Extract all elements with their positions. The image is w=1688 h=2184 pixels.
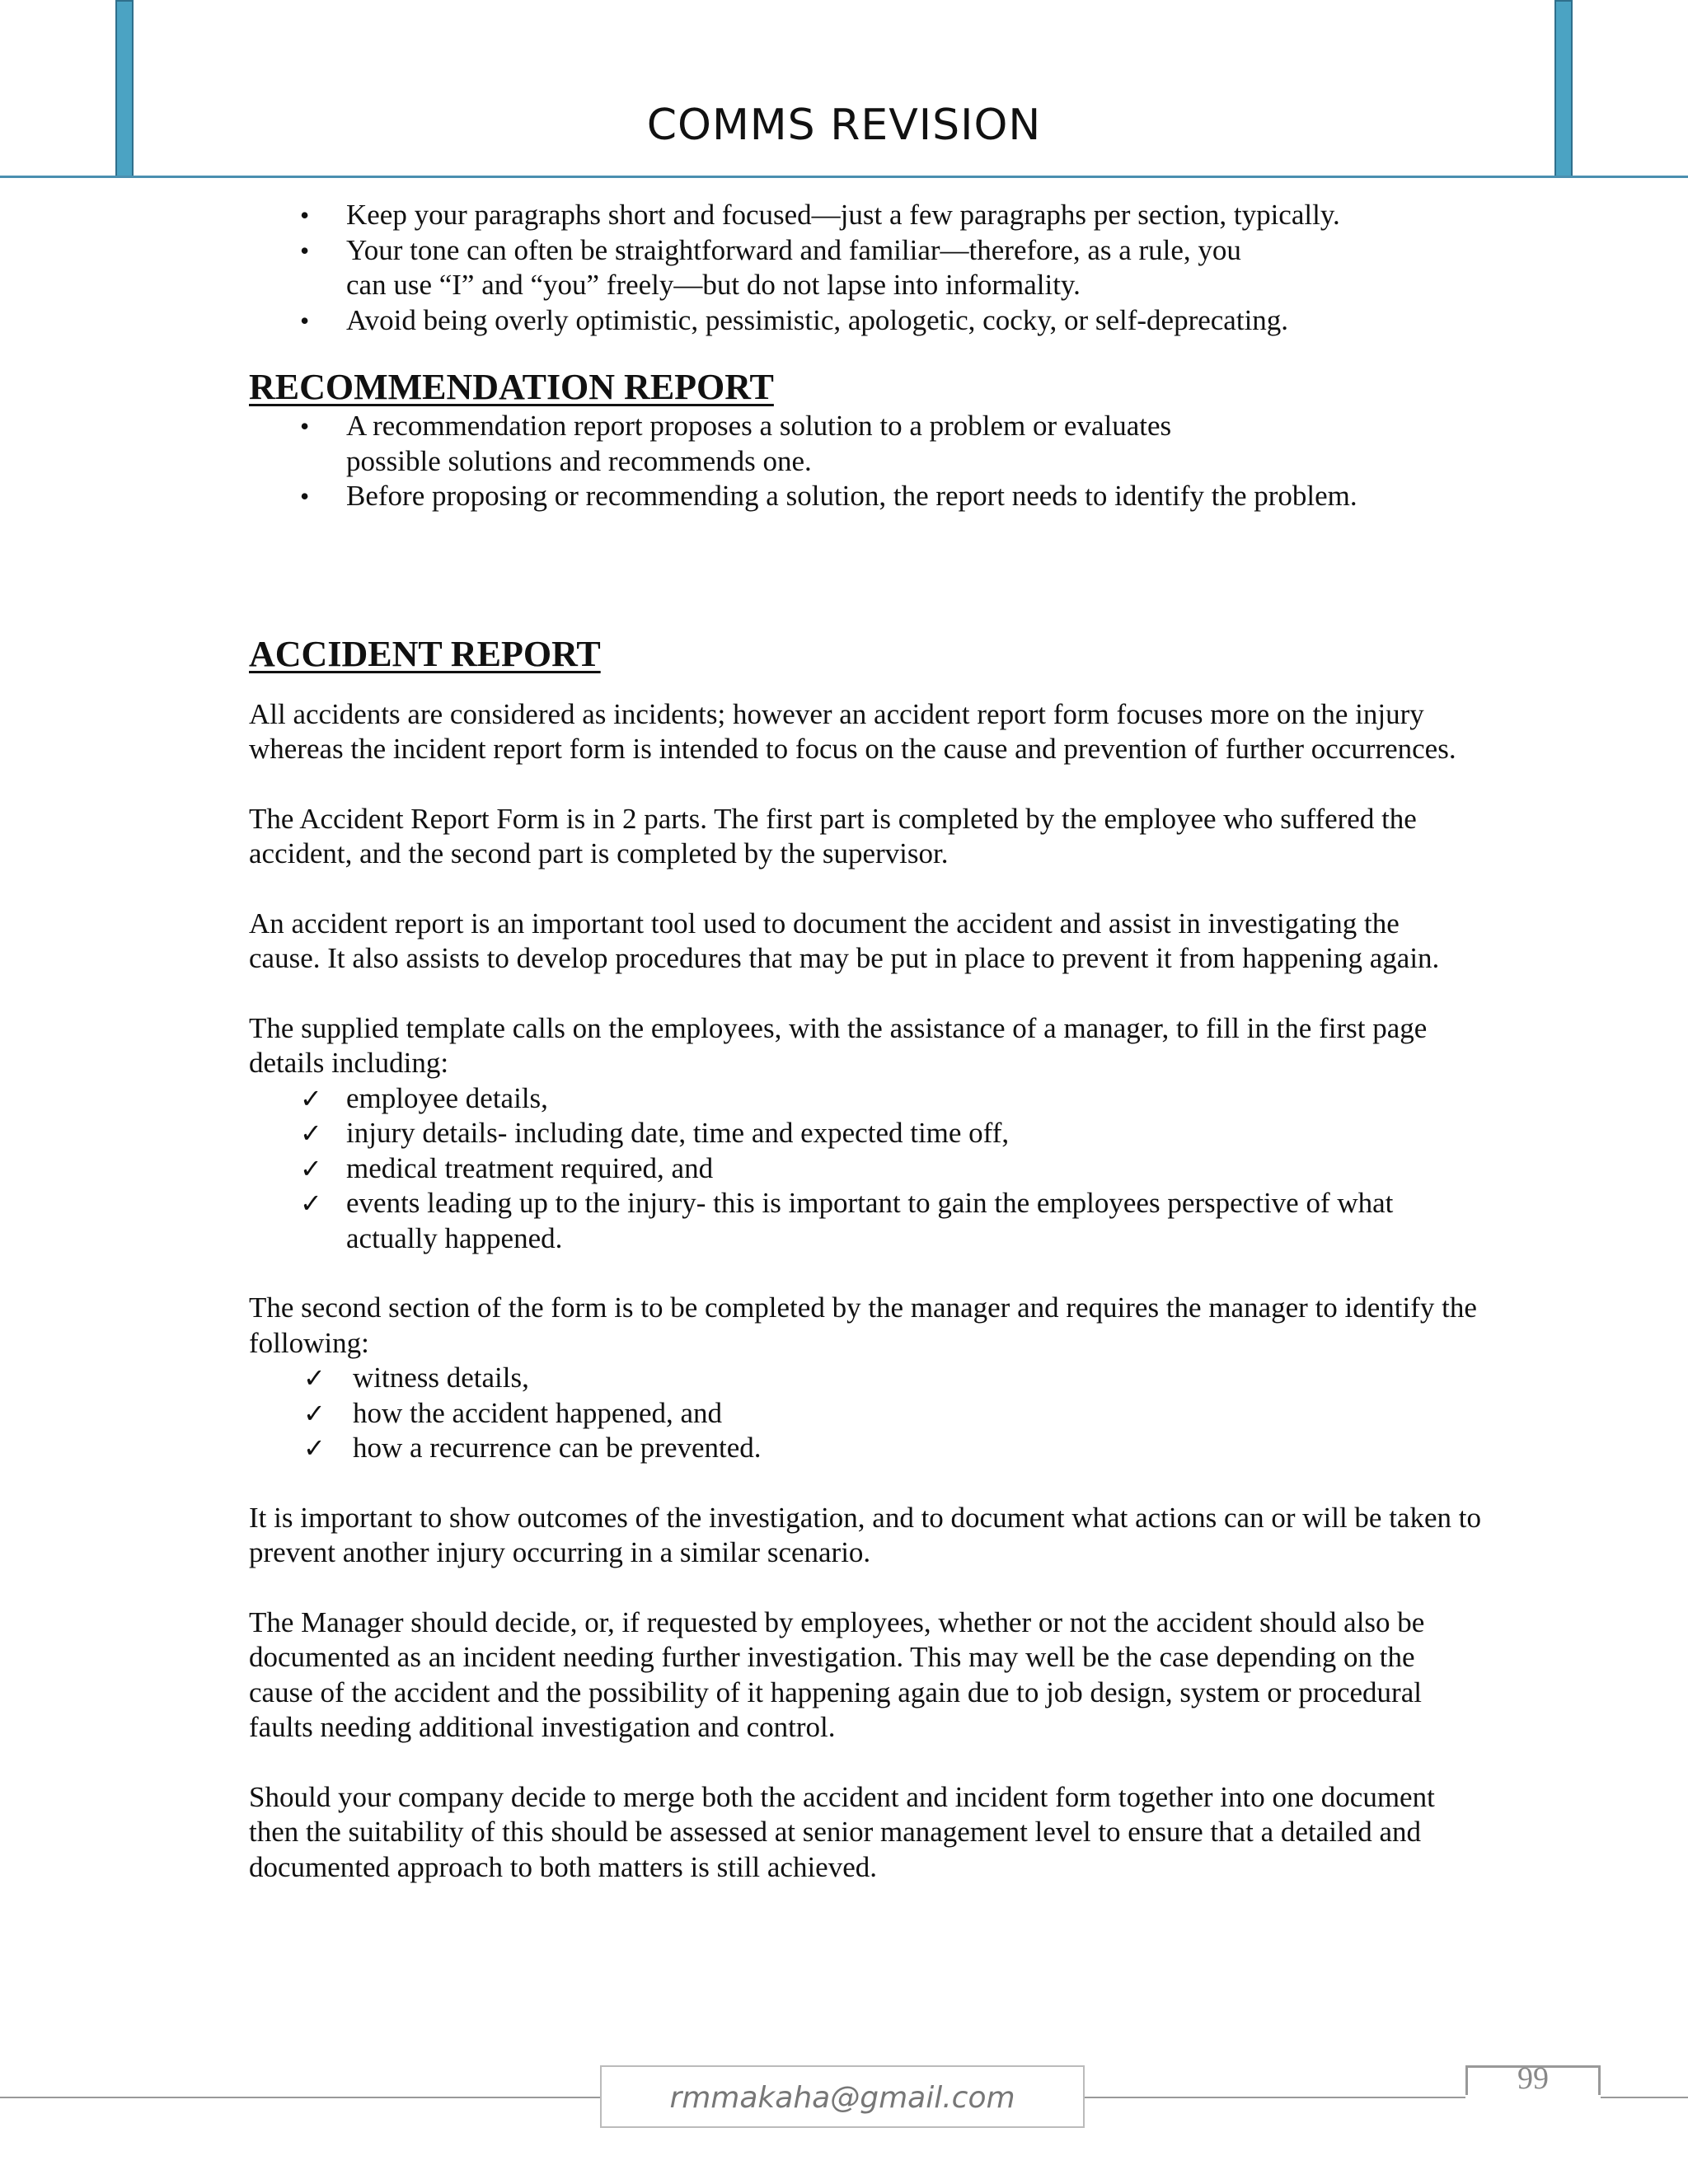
list-item: ✓ medical treatment required, and <box>249 1151 1485 1187</box>
list-item: • Avoid being overly optimistic, pessimistic, apologetic, cocky, or self-deprecating. <box>249 303 1485 339</box>
checkmark-icon: ✓ <box>300 1082 322 1114</box>
page-content <box>249 198 1485 1885</box>
list-item: ✓ how the accident happened, and <box>249 1396 1485 1432</box>
checkmark-icon: ✓ <box>300 1188 322 1219</box>
footer-rule-middle <box>1085 2097 1465 2098</box>
recommendation-heading: RECOMMENDATION REPORT <box>249 367 774 407</box>
footer-rule-right <box>1601 2097 1688 2098</box>
paragraph: The supplied template calls on the employees, with the assistance of a manager, to fill in the first page details including: <box>249 1011 1428 1079</box>
paragraph: Should your company decide to merge both the accident and incident form together into one document then the suitability of this should be assessed at senior management level to ensure that a detailed and documented approach to both matters is still achieved. <box>249 1780 1435 1883</box>
paragraph: All accidents are considered as incidents; however an accident report form focuses more on the injury whereas the incident report form is intended to focus on the cause and prevention of further occurrences. <box>249 697 1456 765</box>
header-decor-bar-left <box>115 0 134 177</box>
employee-checklist <box>249 1081 1485 1257</box>
paragraph: The Accident Report Form is in 2 parts. The first part is completed by the employee who suffered the accident, and the second part is completed by the supervisor. <box>249 802 1417 869</box>
header-decor-bar-right <box>1554 0 1573 177</box>
manager-checklist <box>249 1361 1485 1466</box>
paragraph: The second section of the form is to be completed by the manager and requires the manager to identify the following: <box>249 1291 1477 1359</box>
list-item: • A recommendation report proposes a solution to a problem or evaluates possible solutions and recommends one. <box>249 409 1485 479</box>
header-rule <box>0 176 1688 178</box>
paragraph: The Manager should decide, or, if requested by employees, whether or not the accident should also be documented as an incident needing further investigation. This may well be the case depending on the cause of the accident and the possibility of it happening again due to job design, system or procedural faults needing additional investigation and control. <box>249 1605 1425 1743</box>
checkmark-icon: ✓ <box>303 1397 326 1429</box>
list-item: ✓ events leading up to the injury- this is important to gain the employees perspective of what actually happened. <box>300 1187 1394 1254</box>
checkmark-icon: ✓ <box>303 1362 326 1394</box>
list-item: ✓ injury details- including date, time and expected time off, <box>249 1116 1485 1151</box>
footer-email: rmmakaha@gmail.com <box>600 2065 1085 2128</box>
checkmark-icon: ✓ <box>303 1432 326 1464</box>
list-item: • Keep your paragraphs short and focused—just a few paragraphs per section, typically. <box>249 198 1485 233</box>
list-item: ✓ how a recurrence can be prevented. <box>249 1431 1485 1466</box>
recommendation-bullet-list <box>249 409 1485 514</box>
footer-rule-left <box>0 2097 600 2098</box>
accident-heading: ACCIDENT REPORT <box>249 633 601 674</box>
list-item: • Before proposing or recommending a solution, the report needs to identify the problem. <box>249 479 1485 514</box>
list-item: ✓ employee details, <box>249 1081 1485 1117</box>
paragraph: An accident report is an important tool used to document the accident and assist in investigating the cause. It also assists to develop procedures that may be put in place to prevent it from happening again. <box>249 907 1440 974</box>
checkmark-icon: ✓ <box>300 1118 322 1149</box>
checkmark-icon: ✓ <box>300 1152 322 1184</box>
page-header-title: COMMS REVISION <box>646 101 1042 150</box>
intro-bullet-list <box>249 198 1485 338</box>
page-number: 99 <box>1517 2061 1549 2096</box>
list-item: • Your tone can often be straightforward and familiar—therefore, as a rule, you can use “I” and “you” freely—but do not lapse into informality. <box>249 233 1485 303</box>
paragraph: It is important to show outcomes of the investigation, and to document what actions can or will be taken to prevent another injury occurring in a similar scenario. <box>249 1501 1481 1568</box>
list-item: ✓ witness details, <box>249 1361 1485 1396</box>
